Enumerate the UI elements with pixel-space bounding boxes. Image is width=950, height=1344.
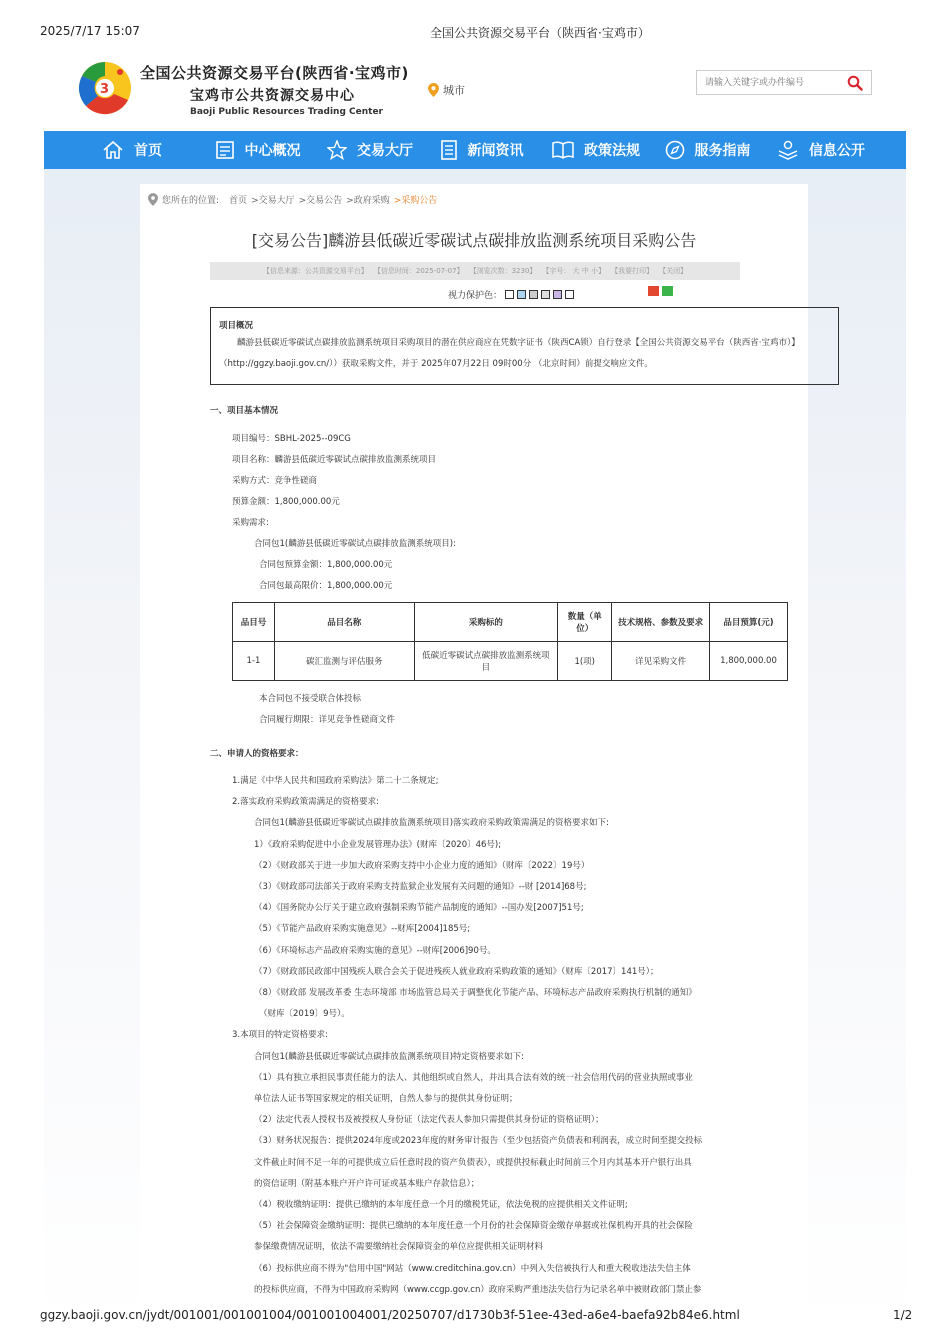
overview-title: 项目概况 [219, 321, 254, 331]
search-icon [847, 75, 863, 91]
table-header: 数量（单位） [558, 603, 612, 642]
nav-item-policy[interactable] [552, 140, 665, 160]
project-number: 项目编号：SBHL-2025--09CG [232, 434, 351, 444]
print-datetime: 2025/7/17 15:07 [40, 24, 140, 38]
requirement-line: （8）《财政部 发展改革委 生态环境部 市场监管总局关于调整优化节能产品、环境标志产品政府采购执行机制的通知》 [254, 988, 697, 998]
site-logo-icon[interactable] [76, 58, 134, 116]
star-icon [327, 140, 347, 160]
procurement-method: 采购方式：竞争性磋商 [232, 476, 318, 486]
close-button[interactable]: 【关闭】 [659, 267, 688, 275]
svg-text:3: 3 [100, 82, 110, 97]
table-header: 品目名称 [274, 603, 414, 642]
table-header: 采购标的 [414, 603, 558, 642]
requirement-line: （6）投标供应商不得为"信用中国"网站（www.creditchina.gov.cn）中列入失信被执行人和重大税收违法失信主体 [254, 1263, 691, 1274]
color-swatch-purple[interactable] [553, 290, 562, 299]
breadcrumb [148, 193, 437, 206]
nav-item-disclosure[interactable] [777, 140, 890, 160]
table-cell: 1-1 [233, 642, 275, 681]
breadcrumb-gov-procurement[interactable]: >政府采购 [346, 196, 390, 206]
nav-item-guide[interactable] [665, 140, 778, 160]
contract-period: 合同履行期限：详见竞争性磋商文件 [259, 715, 396, 725]
search-input[interactable] [697, 72, 842, 94]
nav-item-about[interactable] [215, 140, 328, 160]
requirement-line: 1）《政府采购促进中小企业发展管理办法》(财库〔2020〕46号); [254, 839, 502, 850]
procurement-demand: 采购需求: [232, 518, 269, 528]
requirement-line: （7）《财政部民政部中国残疾人联合会关于促进残疾人就业政府采购政策的通知》（财库〔2017〕141号）； [254, 966, 659, 977]
nav-label: 中心概况 [244, 143, 301, 159]
meta-source: 【信息来源：公共资源交易平台】 [262, 267, 368, 275]
requirement-line: （财库〔2019〕9号）。 [259, 1009, 350, 1020]
page-url[interactable]: ggzy.baoji.gov.cn/jydt/001001/001001004/001001004001/20250707/d1730b3f-51ee-43ed-a6e4-baefa92b84e6.html [40, 1308, 740, 1322]
color-swatch-blue[interactable] [517, 290, 526, 299]
building-icon [215, 140, 235, 160]
procurement-items-table [232, 602, 788, 681]
eye-protection-colors [448, 288, 574, 301]
requirement-line: （6）《环境标志产品政府采购实施的意见》--财库[2006]90号。 [254, 945, 496, 956]
site-name [140, 62, 409, 117]
location-pin-icon [428, 83, 439, 97]
share-buttons [648, 286, 673, 296]
color-swatch-default[interactable] [565, 290, 574, 299]
project-name: 项目名称：麟游县低碳近零碳试点碳排放监测系统项目 [232, 455, 437, 465]
site-header [44, 52, 906, 126]
nav-label: 首页 [134, 143, 162, 159]
page-number: 1/2 [893, 1308, 913, 1322]
nav-label: 交易大厅 [357, 143, 413, 159]
requirement-line: 的投标供应商，不得为中国政府采购网（www.ccgp.gov.cn）政府采购严重违法失信行为记录名单中被财政部门禁止参 [254, 1284, 702, 1295]
search-button[interactable] [842, 72, 868, 94]
requirement-line: （5）《节能产品政府采购实施意见》--财库[2004]185号; [254, 924, 471, 935]
contract-package: 合同包1(麟游县低碳近零碳试点碳排放监测系统项目): [254, 539, 456, 549]
site-name-en: Baoji Public Resources Trading Center [190, 107, 383, 117]
site-name-line2: 宝鸡市公共资源交易中心 [190, 88, 355, 104]
requirement-line: （3）财务状况报告：提供2024年度或2023年度的财务审计报告（至少包括资产负债表和利润表，成立时间至提交投标 [254, 1136, 703, 1147]
project-overview-box [210, 307, 839, 385]
breadcrumb-home[interactable]: 首页 [229, 196, 248, 206]
meta-views: 【浏览次数：3230】 [469, 267, 537, 275]
nav-label: 服务指南 [694, 143, 751, 159]
breadcrumb-announcements[interactable]: >交易公告 [298, 196, 343, 206]
requirement-line: （2）法定代表人授权书及被授权人身份证（法定代表人参加只需提供其身份证的资格证明）； [254, 1115, 604, 1126]
table-header-row [233, 603, 788, 642]
site-name-line1: 全国公共资源交易平台(陕西省·宝鸡市) [140, 64, 409, 82]
search-box [696, 70, 872, 95]
table-cell: 详见采购文件 [612, 642, 710, 681]
nav-item-trading-hall[interactable] [327, 140, 440, 160]
meta-font-size[interactable]: 【字号： 大 中 小】 [542, 267, 606, 275]
nav-item-news[interactable] [440, 140, 553, 160]
requirement-line: 参保缴费情况证明，依法不需要缴纳社会保障资金的单位应提供相关证明材料 [254, 1242, 544, 1253]
wechat-share-icon[interactable] [662, 286, 673, 296]
table-cell: 低碳近零碳试点碳排放监测系统项目 [414, 642, 558, 681]
table-cell: 1(项) [558, 642, 612, 681]
requirement-line: 1.满足《中华人民共和国政府采购法》第二十二条规定; [232, 776, 439, 786]
requirement-line: （1）具有独立承担民事责任能力的法人、其他组织或自然人，并出具合法有效的统一社会信用代码的营业执照或事业 [254, 1072, 693, 1083]
city-label: 城市 [443, 84, 465, 97]
print-button[interactable]: 【我要打印】 [611, 267, 654, 275]
breadcrumb-prefix: 您所在的位置: [162, 196, 220, 206]
requirement-line: （4）《国务院办公厅关于建立政府强制采购节能产品制度的通知》--国办发[2007]51号; [254, 903, 584, 914]
section2-title: 二、申请人的资格要求： [210, 749, 304, 759]
print-header [0, 0, 950, 40]
package-max-price: 合同包最高限价：1,800,000.00元 [259, 581, 393, 591]
article-meta-bar [210, 262, 740, 280]
article-title: [交易公告]麟游县低碳近零碳试点碳排放监测系统项目采购公告 [251, 231, 697, 250]
requirement-line: 3.本项目的特定资格要求: [232, 1030, 328, 1041]
requirement-line: 文件截止时间不足一年的可提供成立后任意时段的资产负债表），或提供投标截止时间前三个月内其基本开户银行出具 [254, 1157, 692, 1168]
nav-label: 新闻资讯 [467, 143, 524, 159]
color-swatch-gray[interactable] [529, 290, 538, 299]
weibo-share-icon[interactable] [648, 286, 659, 296]
budget-amount: 预算金额：1,800,000.00元 [232, 497, 340, 507]
requirement-line: 的资信证明（附基本账户开户许可证或基本账户存款信息）； [254, 1178, 480, 1189]
home-icon [102, 140, 124, 160]
eye-protection-label: 视力保护色： [448, 291, 503, 301]
color-swatch-light-gray[interactable] [541, 290, 550, 299]
section1-title: 一、项目基本情况 [210, 406, 279, 416]
requirement-line: （5）社会保障资金缴纳证明：提供已缴纳的本年度任意一个月份的社会保障资金缴存单据或社保机构开具的社会保险 [254, 1221, 693, 1232]
breadcrumb-current[interactable]: >采购公告 [393, 196, 438, 206]
nav-label: 信息公开 [809, 143, 865, 159]
requirement-line: （4）税收缴纳证明：提供已缴纳的本年度任意一个月的缴税凭证，依法免税的应提供相关文件证明; [254, 1200, 628, 1210]
requirement-line: 合同包1(麟游县低碳近零碳试点碳排放监测系统项目)特定资格要求如下: [254, 1051, 524, 1062]
table-cell: 碳汇监测与评估服务 [274, 642, 414, 681]
breadcrumb-trading-hall[interactable]: >交易大厅 [251, 196, 295, 206]
table-row [233, 642, 788, 681]
table-cell: 1,800,000.00 [709, 642, 787, 681]
requirement-line: （2）《财政部关于进一步加大政府采购支持中小企业力度的通知》（财库〔2022〕19号） [254, 860, 590, 871]
table-header: 品目预算(元) [709, 603, 787, 642]
book-icon [552, 140, 574, 160]
city-selector[interactable] [428, 82, 465, 98]
compass-icon [665, 140, 685, 160]
main-nav [44, 131, 906, 169]
print-page-title: 全国公共资源交易平台（陕西省·宝鸡市） [430, 26, 650, 40]
table-header: 品目号 [233, 603, 275, 642]
requirement-line: 单位法人证书等国家规定的相关证明，自然人参与的提供其身份证明； [254, 1094, 518, 1104]
requirement-line: 2.落实政府采购政策需满足的资格要求: [232, 797, 379, 808]
location-pin-icon [148, 193, 158, 206]
document-icon [440, 140, 458, 160]
overview-text: 麟游县低碳近零碳试点碳排放监测系统项目采购项目的潜在供应商应在凭数字证书（陕西CA锁）自行登录【全国公共资源交易平台（陕西省·宝鸡市）】（http://ggzy.baoji.gov.cn/））获取采购文件，并于 2025年07月22日 09时00分 （北京时间）前提交响应文件。 [219, 338, 800, 369]
nav-label: 政策法规 [584, 143, 640, 159]
requirement-line: 合同包1(麟游县低碳近零碳试点碳排放监测系统项目)落实政府采购政策需满足的资格要求如下: [254, 818, 609, 829]
package-budget: 合同包预算金额：1,800,000.00元 [259, 560, 393, 570]
nav-item-home[interactable] [102, 140, 215, 160]
no-joint-bid: 本合同包不接受联合体投标 [259, 694, 362, 704]
requirement-line: （3）《财政部司法部关于政府采购支持监狱企业发展有关问题的通知》--财 [2014]68号; [254, 882, 587, 892]
table-header: 技术规格、参数及要求 [612, 603, 710, 642]
layers-icon [777, 140, 799, 160]
meta-time: 【信息时间：2025-07-07】 [373, 267, 464, 275]
color-swatch-white[interactable] [505, 290, 514, 299]
